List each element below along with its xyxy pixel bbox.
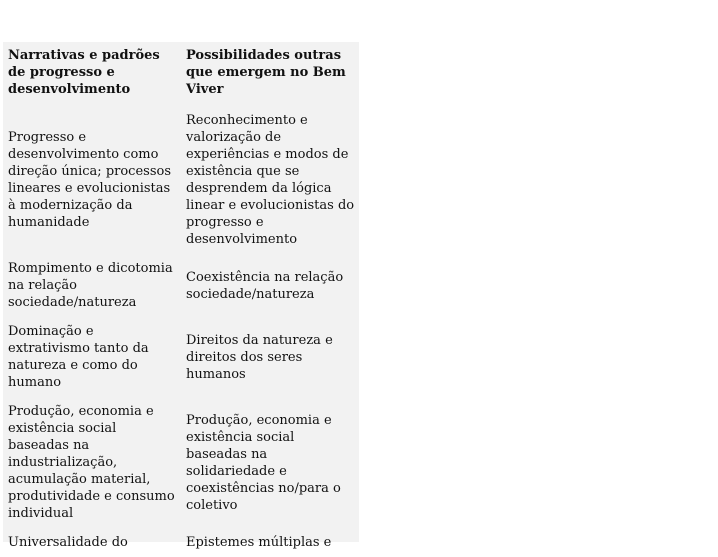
cell-possibility: Produção, economia e existência social baseadas na solidariedade e coexistências no/para o coletivo [186, 412, 341, 513]
cell-possibility: Coexistência na relação sociedade/natureza [186, 269, 344, 302]
comparison-table-container [3, 42, 359, 550]
cell-possibility: Epistemes múltiplas e [186, 535, 332, 550]
cell-narrative: Dominação e extrativismo tanto da natureza e como do humano [8, 324, 149, 390]
table-row [3, 317, 359, 397]
table-header-row [3, 42, 359, 106]
cell-narrative: Progresso e desenvolvimento como direção única; processos lineares e evolucionistas à modernização da humanidade [8, 130, 172, 230]
table-row [3, 528, 359, 557]
table-row [3, 397, 359, 528]
header-narratives: Narrativas e padrões de progresso e desenvolvimento [8, 48, 160, 97]
table-row [3, 254, 359, 317]
cell-narrative: Rompimento e dicotomia na relação sociedade/natureza [8, 261, 173, 310]
comparison-table [3, 42, 359, 557]
header-possibilities: Possibilidades outras que emergem no Bem Viver [186, 48, 346, 97]
cell-narrative: Produção, economia e existência social baseadas na industrialização, acumulação material, produtividade e consumo individual [8, 404, 175, 521]
cell-possibility: Direitos da natureza e direitos dos seres humanos [186, 332, 333, 382]
table-row [3, 106, 359, 254]
cell-possibility: Reconhecimento e valorização de experiências e modos de existência que se desprendem da lógica linear e evolucionistas do progresso e desenvolvimento [186, 113, 355, 247]
cell-narrative: Universalidade do [8, 535, 128, 550]
